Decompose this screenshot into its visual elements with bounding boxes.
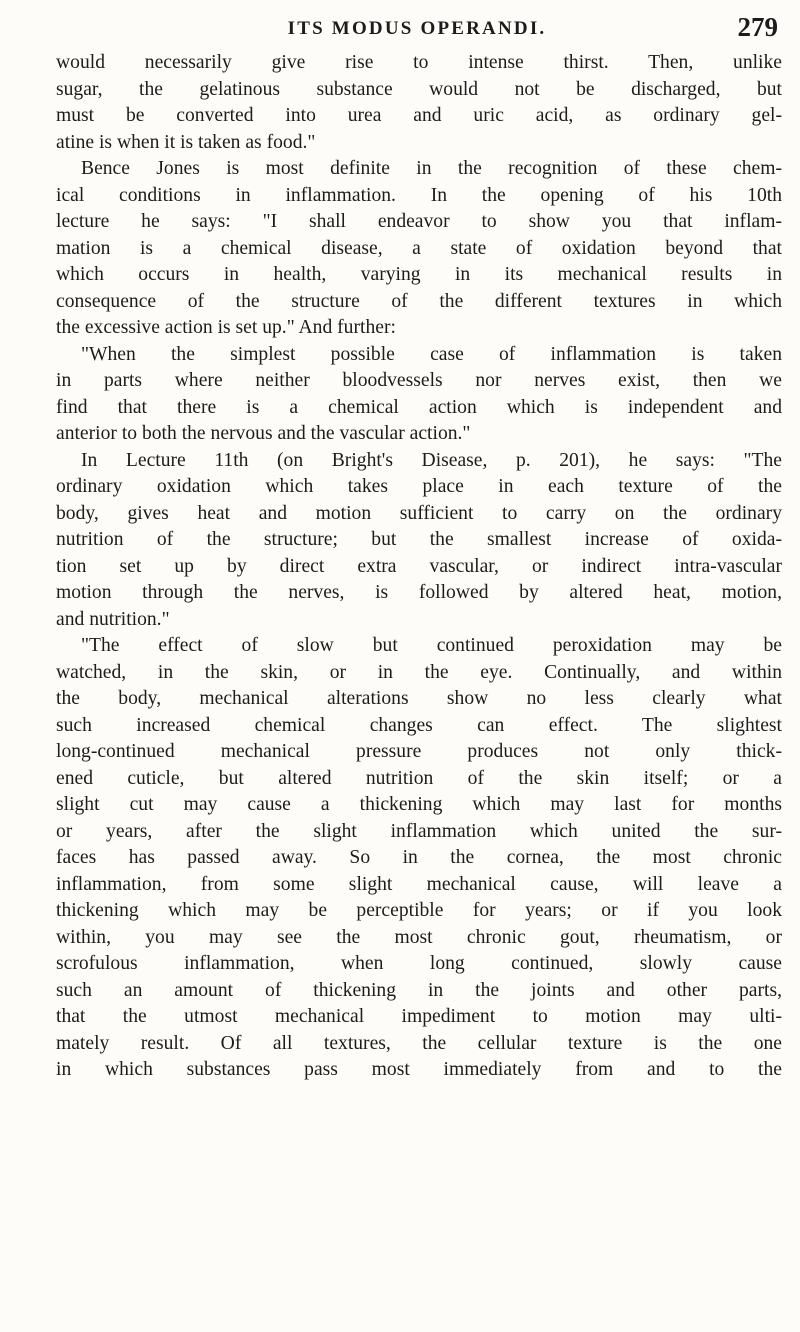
text-line: ical conditions in inflammation. In the opening of his 10th <box>56 184 782 206</box>
text-line: In Lecture 11th (on Bright's Disease, p. 201), he says: "The <box>81 449 782 471</box>
page-number: 279 <box>737 12 778 42</box>
text-line: Bence Jones is most definite in the recognition of these chem- <box>81 158 782 179</box>
running-head: ITS MODUS OPERANDI. <box>287 18 547 39</box>
text-line: consequence of the structure of the different textures in which <box>56 290 782 312</box>
text-line: sugar, the gelatinous substance would not be discharged, but <box>56 78 782 100</box>
text-line: and nutrition." <box>56 608 170 630</box>
text-line: in which substances pass most immediately from and to the <box>56 1059 782 1080</box>
text-line: lecture he says: "I shall endeavor to show you that inflam- <box>56 211 782 232</box>
text-line: ened cuticle, but altered nutrition of the skin itself; or a <box>56 767 782 789</box>
text-line: would necessarily give rise to intense thirst. Then, unlike <box>56 52 782 73</box>
text-line: such an amount of thickening in the joints and other parts, <box>56 979 782 1001</box>
text-line: atine is when it is taken as food." <box>56 131 316 153</box>
text-line: inflammation, from some slight mechanical cause, will leave a <box>56 873 782 895</box>
text-line: body, gives heat and motion sufficient to carry on the ordinary <box>56 502 782 524</box>
text-line: or years, after the slight inflammation which united the sur- <box>56 820 782 842</box>
text-line: the body, mechanical alterations show no less clearly what <box>56 688 782 709</box>
text-line: must be converted into urea and uric acid, as ordinary gel- <box>56 105 782 126</box>
text-line: mately result. Of all textures, the cellular texture is the one <box>56 1032 782 1054</box>
text-line: watched, in the skin, or in the eye. Continually, and within <box>56 661 782 683</box>
text-line: "The effect of slow but continued peroxidation may be <box>81 635 782 656</box>
text-line: in parts where neither bloodvessels nor nerves exist, then we <box>56 370 782 391</box>
text-line: thickening which may be perceptible for years; or if you look <box>56 900 782 921</box>
body-text <box>56 50 782 1084</box>
text-line: long-continued mechanical pressure produces not only thick- <box>56 741 782 762</box>
text-line: "When the simplest possible case of inflammation is taken <box>81 343 782 365</box>
text-line: find that there is a chemical action which is independent and <box>56 396 782 418</box>
text-line: within, you may see the most chronic gout, rheumatism, or <box>56 926 782 948</box>
text-line: such increased chemical changes can effect. The slightest <box>56 714 782 736</box>
text-line: the excessive action is set up." And further: <box>56 317 396 338</box>
text-line: mation is a chemical disease, a state of oxidation beyond that <box>56 237 782 259</box>
text-line: that the utmost mechanical impediment to motion may ulti- <box>56 1006 782 1027</box>
text-line: nutrition of the structure; but the smallest increase of oxida- <box>56 529 782 550</box>
text-line: slight cut may cause a thickening which may last for months <box>56 794 782 815</box>
text-line: scrofulous inflammation, when long continued, slowly cause <box>56 953 782 974</box>
text-line: ordinary oxidation which takes place in each texture of the <box>56 476 782 497</box>
text-line: faces has passed away. So in the cornea, the most chronic <box>56 847 782 868</box>
text-line: motion through the nerves, is followed by altered heat, motion, <box>56 582 782 603</box>
text-line: tion set up by direct extra vascular, or indirect intra-vascular <box>56 555 782 577</box>
text-line: anterior to both the nervous and the vascular action." <box>56 423 471 444</box>
page-header <box>56 10 778 48</box>
text-line: which occurs in health, varying in its mechanical results in <box>56 264 782 285</box>
